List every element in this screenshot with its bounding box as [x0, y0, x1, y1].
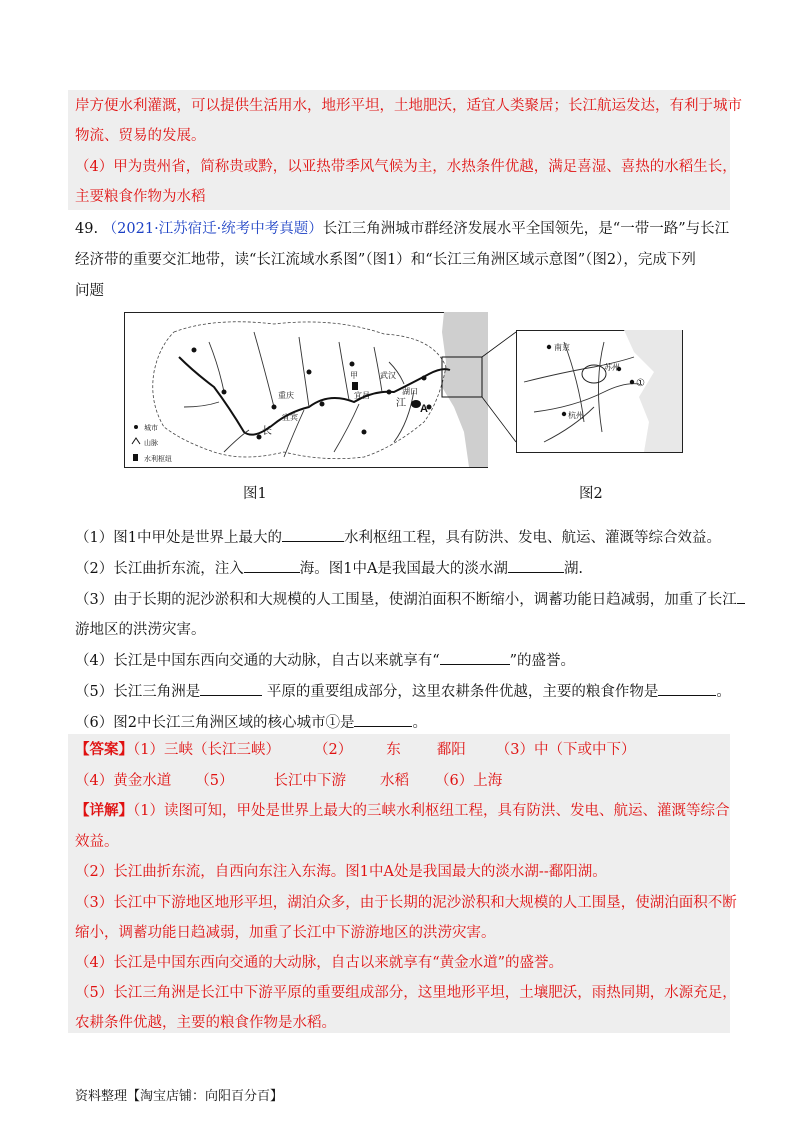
- figures: [124, 312, 684, 476]
- sub-question-2: （2）长江曲折东流，注入 海。图1中A是我国最大的淡水湖 湖.: [75, 558, 583, 579]
- sub-question-3-line-2: 游地区的洪涝灾害。: [75, 622, 206, 638]
- explain-line-4: （3）长江中下游地区地形平坦，湖泊众多，由于长期的泥沙淤积和大规模的人工围垦，使湖泊面积不断: [75, 895, 737, 911]
- prev-answer-line-4: 主要粮食作物为水稻: [75, 189, 206, 205]
- label-wuhan: 武汉: [380, 371, 396, 380]
- fig2-caption: 图2: [579, 486, 603, 502]
- explain-line-2: 效益。: [75, 834, 119, 850]
- label-yibin: 宜宾: [282, 413, 298, 422]
- sub-question-6: （6）图2中长江三角洲区域的核心城市①是 。: [75, 712, 427, 733]
- map-figures: [124, 312, 684, 472]
- three-gorges-dam: [352, 382, 358, 390]
- label-circle-1: ①: [636, 378, 645, 389]
- blank-1[interactable]: [282, 527, 344, 542]
- label-yichang: 宜昌: [354, 391, 370, 400]
- explain-line-1: 【详解】（1）读图可知，甲处是世界上最大的三峡水利枢纽工程，具有防洪、发电、航运、灌溉等综合: [75, 802, 730, 819]
- blank-5a[interactable]: [200, 681, 262, 696]
- label-suzhou: 苏州: [604, 363, 620, 372]
- question-stem-line-2: 经济带的重要交汇地带，读“长江流域水系图”（图1）和“长江三角洲区域示意图”（图2），完成下列: [75, 252, 696, 268]
- question-source: （2021·江苏宿迁·统考中考真题）: [102, 221, 323, 237]
- prev-answer-line-1: 岸方便水利灌溉，可以提供生活用水，地形平坦，土地肥沃，适宜人类聚居；长江航运发达，有利于城市: [75, 98, 742, 114]
- fig1-frame: [125, 313, 488, 468]
- svg-text:城市: 城市: [144, 425, 158, 432]
- label-chang: 长: [262, 426, 272, 437]
- explain-line-7: （5）长江三角洲是长江中下游平原的重要组成部分，这里地形平坦，土壤肥沃，雨热同期，水源充足，: [75, 985, 737, 1001]
- label-jia: 甲: [350, 371, 358, 380]
- blank-3[interactable]: [737, 589, 745, 604]
- label-chongqing: 重庆: [278, 391, 294, 400]
- explain-line-8: 农耕条件优越，主要的粮食作物是水稻。: [75, 1015, 336, 1031]
- label-hukou: 湖口: [402, 387, 418, 396]
- sub-question-5: （5）长江三角洲是 平原的重要组成部分，这里农耕条件优越，主要的粮食作物是 。: [75, 681, 731, 702]
- explain-line-5: 缩小，调蓄功能日趋减弱，加重了长江中下游游地区的洪涝灾害。: [75, 925, 496, 941]
- question-stem: 长江三角洲城市群经济发展水平全国领先，是“一带一路”与长江: [322, 221, 730, 237]
- fig1-caption: 图1: [243, 486, 267, 502]
- page-footer: 资料整理【淘宝店铺：向阳百分百】: [75, 1089, 284, 1104]
- sub-question-3-line-1: （3）由于长期的泥沙淤积和大规模的人工围垦，使湖泊面积不断缩小，调蓄功能日趋减弱，加重了长江: [75, 589, 745, 610]
- blank-6[interactable]: [354, 712, 412, 727]
- blank-4[interactable]: [440, 650, 510, 665]
- question-stem-line-3: 问题: [75, 283, 104, 299]
- explain-line-6: （4）长江是中国东西向交通的大动脉，自古以来就享有“黄金水道”的盛誉。: [75, 955, 564, 971]
- answer-line-2: （4）黄金水道 （5） 长江中下游 水稻 （6）上海: [75, 773, 503, 789]
- question-number: 49.: [75, 221, 99, 237]
- label-jiang: 江: [396, 398, 406, 409]
- question-stem-line-1: [75, 219, 729, 239]
- label-hangzhou: 杭州: [568, 411, 584, 420]
- blank-2a[interactable]: [244, 558, 300, 573]
- prev-answer-line-2: 物流、贸易的发展。: [75, 128, 206, 144]
- svg-text:水利枢纽: 水利枢纽: [144, 456, 172, 463]
- blank-5b[interactable]: [658, 681, 716, 696]
- blank-2b[interactable]: [508, 558, 564, 573]
- explain-line-3: （2）长江曲折东流，自西向东注入东海。图1中A处是我国最大的淡水湖--鄱阳湖。: [75, 864, 607, 880]
- sub-question-4: （4）长江是中国东西向交通的大动脉，自古以来就享有“ ”的盛誉。: [75, 650, 575, 671]
- svg-text:山脉: 山脉: [144, 440, 158, 447]
- label-nanjing: 南京: [554, 343, 570, 352]
- prev-answer-line-3: （4）甲为贵州省，简称贵或黔，以亚热带季风气候为主，水热条件优越，满足喜湿、喜热的水稻生长，: [75, 159, 737, 175]
- label-A: A: [420, 403, 428, 415]
- answer-line-1: 【答案】（1）三峡（长江三峡） （2） 东 鄱阳 （3）中（下或中下）: [75, 741, 636, 758]
- sub-question-1: （1）图1中甲处是世界上最大的 水利枢纽工程，具有防洪、发电、航运、灌溉等综合效益。: [75, 527, 721, 548]
